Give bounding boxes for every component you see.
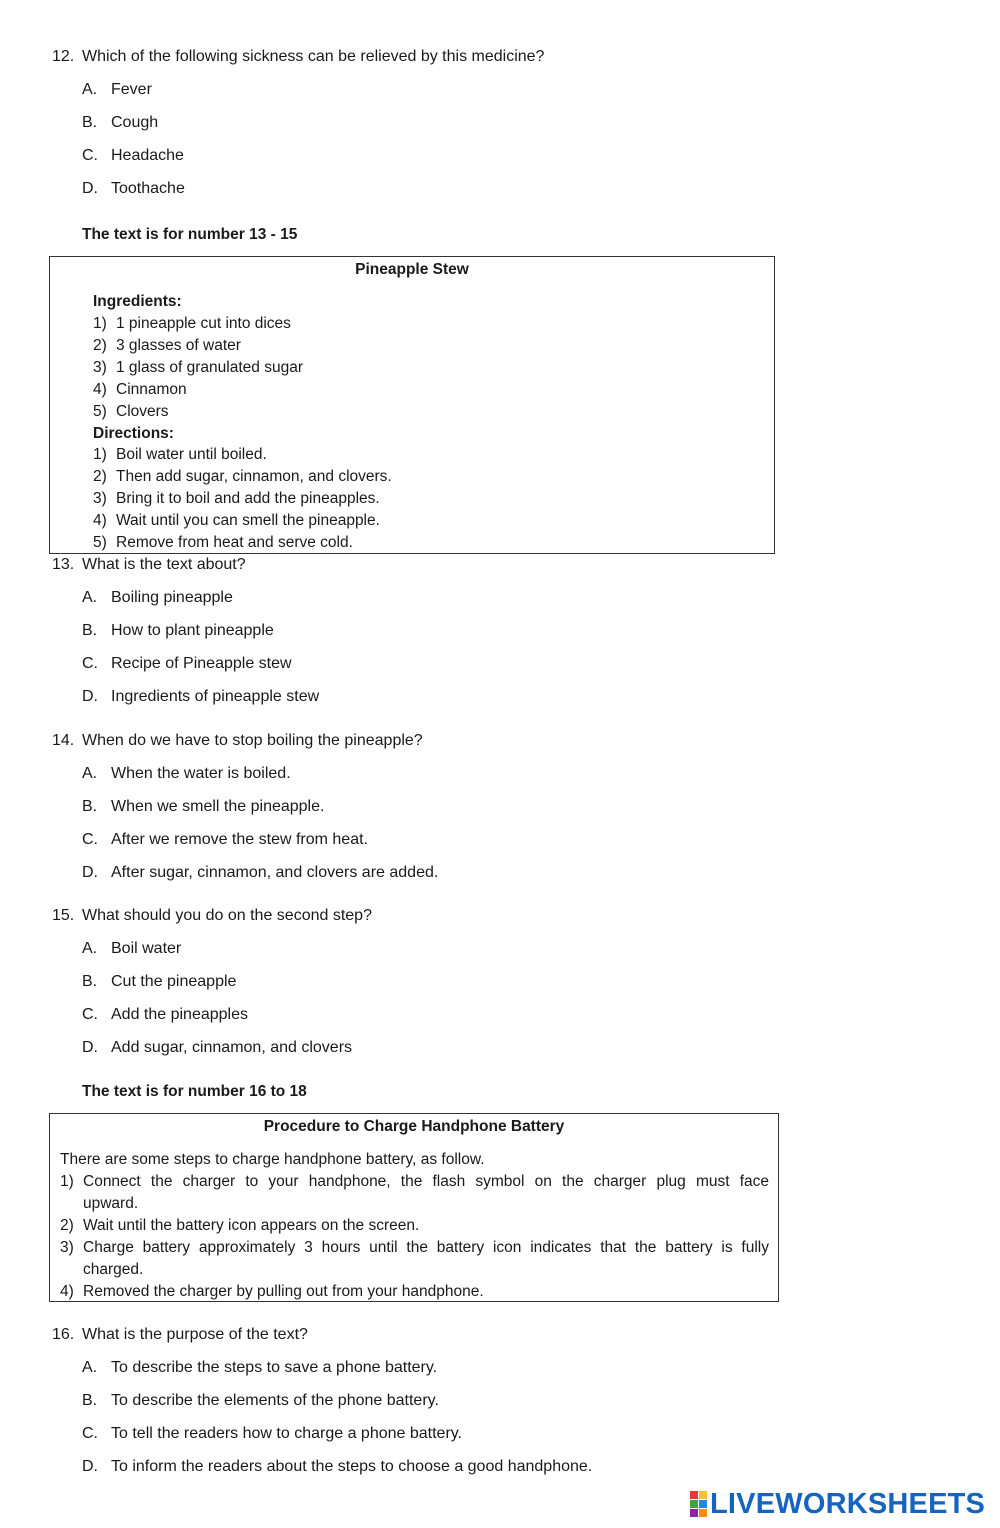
option-letter: D.	[82, 688, 98, 705]
option-text: Add the pineapples	[111, 1006, 248, 1023]
recipe-box	[49, 256, 775, 554]
option-text: After we remove the stew from heat.	[111, 831, 368, 848]
direction-number: 3)	[93, 490, 107, 507]
option-text: To inform the readers about the steps to choose a good handphone.	[111, 1458, 593, 1475]
direction-item: Boil water until boiled.	[116, 446, 267, 463]
option-text: Cut the pineapple	[111, 973, 237, 990]
directions-label: Directions:	[93, 425, 174, 442]
step-text: Connect the charger to your handphone, the flash symbol on the charger plug must face	[83, 1173, 769, 1190]
option-text: Recipe of Pineapple stew	[111, 655, 292, 672]
step-text: Charge battery approximately 3 hours until the battery icon indicates that the battery is fully	[83, 1239, 769, 1256]
option-text: Boiling pineapple	[111, 589, 233, 606]
question-number: 12.	[52, 48, 75, 65]
option-text: To describe the elements of the phone battery.	[111, 1392, 439, 1409]
option-letter: B.	[82, 114, 98, 131]
ingredient-number: 3)	[93, 359, 107, 376]
ingredient-number: 1)	[93, 315, 107, 332]
logo-block	[690, 1509, 698, 1517]
text-intro-16-18: The text is for number 16 to 18	[82, 1083, 307, 1100]
option-text: Ingredients of pineapple stew	[111, 688, 320, 705]
direction-item: Wait until you can smell the pineapple.	[116, 512, 380, 529]
question-number: 16.	[52, 1326, 75, 1343]
logo-block	[699, 1509, 707, 1517]
direction-number: 2)	[93, 468, 107, 485]
step-text: Removed the charger by pulling out from your handphone.	[83, 1283, 484, 1300]
text-intro-13-15: The text is for number 13 - 15	[82, 226, 298, 243]
option-letter: D.	[82, 864, 98, 881]
option-letter: B.	[82, 973, 98, 990]
option-text: Add sugar, cinnamon, and clovers	[111, 1039, 353, 1056]
ingredient-number: 4)	[93, 381, 107, 398]
option-text: Toothache	[111, 180, 185, 197]
option-letter: B.	[82, 1392, 98, 1409]
logo-block	[690, 1500, 698, 1508]
question-number: 15.	[52, 907, 75, 924]
option-text: Boil water	[111, 940, 182, 957]
option-text: Fever	[111, 81, 152, 98]
option-text: Headache	[111, 147, 184, 164]
option-text: When the water is boiled.	[111, 765, 291, 782]
logo-block	[699, 1491, 707, 1499]
step-number: 1)	[60, 1173, 74, 1190]
ingredients-label: Ingredients:	[93, 293, 182, 310]
logo-text: LIVEWORKSHEETS	[710, 1488, 986, 1520]
liveworksheets-logo[interactable]	[690, 1489, 985, 1519]
question-number: 13.	[52, 556, 75, 573]
ingredient-number: 5)	[93, 403, 107, 420]
option-letter: D.	[82, 1458, 98, 1475]
logo-block	[690, 1491, 698, 1499]
step-number: 4)	[60, 1283, 74, 1300]
option-letter: B.	[82, 798, 98, 815]
ingredient-number: 2)	[93, 337, 107, 354]
recipe-title: Pineapple Stew	[355, 261, 469, 278]
direction-item: Bring it to boil and add the pineapples.	[116, 490, 380, 507]
question-text: What is the text about?	[82, 556, 246, 573]
option-letter: D.	[82, 1039, 98, 1056]
direction-number: 5)	[93, 534, 107, 551]
option-letter: A.	[82, 589, 98, 606]
question-number: 14.	[52, 732, 75, 749]
liveworksheets-logo-icon	[690, 1491, 707, 1517]
option-text: When we smell the pineapple.	[111, 798, 325, 815]
direction-item: Remove from heat and serve cold.	[116, 534, 353, 551]
option-letter: B.	[82, 622, 98, 639]
step-text: Wait until the battery icon appears on the screen.	[83, 1217, 420, 1234]
procedure-title: Procedure to Charge Handphone Battery	[263, 1118, 565, 1135]
step-text-continued: charged.	[83, 1261, 144, 1278]
direction-number: 4)	[93, 512, 107, 529]
option-text: How to plant pineapple	[111, 622, 274, 639]
option-letter: C.	[82, 831, 98, 848]
option-text: Cough	[111, 114, 159, 131]
step-number: 3)	[60, 1239, 74, 1256]
option-letter: C.	[82, 1425, 98, 1442]
option-letter: C.	[82, 1006, 98, 1023]
option-letter: C.	[82, 655, 98, 672]
ingredient-item: 1 pineapple cut into dices	[116, 315, 291, 332]
question-text: What is the purpose of the text?	[82, 1326, 308, 1343]
option-letter: A.	[82, 81, 98, 98]
option-text: To describe the steps to save a phone battery.	[111, 1359, 438, 1376]
option-letter: C.	[82, 147, 98, 164]
ingredient-item: Cinnamon	[116, 381, 187, 398]
procedure-intro: There are some steps to charge handphone battery, as follow.	[60, 1151, 485, 1168]
option-letter: A.	[82, 940, 98, 957]
option-letter: D.	[82, 180, 98, 197]
procedure-box	[49, 1113, 779, 1302]
option-text: To tell the readers how to charge a phone battery.	[111, 1425, 463, 1442]
step-number: 2)	[60, 1217, 74, 1234]
question-text: Which of the following sickness can be relieved by this medicine?	[82, 48, 545, 65]
question-text: What should you do on the second step?	[82, 907, 372, 924]
ingredient-item: Clovers	[116, 403, 169, 420]
step-text-continued: upward.	[83, 1195, 139, 1212]
ingredient-item: 3 glasses of water	[116, 337, 241, 354]
direction-number: 1)	[93, 446, 107, 463]
option-letter: A.	[82, 765, 98, 782]
direction-item: Then add sugar, cinnamon, and clovers.	[116, 468, 392, 485]
question-text: When do we have to stop boiling the pineapple?	[82, 732, 423, 749]
ingredient-item: 1 glass of granulated sugar	[116, 359, 303, 376]
logo-block	[699, 1500, 707, 1508]
option-text: After sugar, cinnamon, and clovers are added.	[111, 864, 439, 881]
option-letter: A.	[82, 1359, 98, 1376]
